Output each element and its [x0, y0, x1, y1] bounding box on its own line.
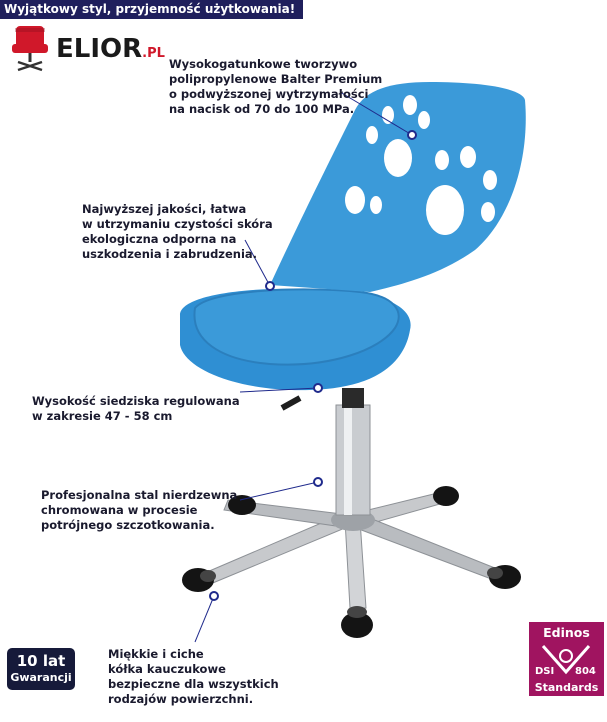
callout-material: Wysokogatunkowe tworzywo polipropylenowe Balter Premium o podwyższonej wytrzymałości na nacisk od 70 do 100 MPa. [169, 57, 383, 116]
guarantee-badge [7, 648, 75, 690]
callout-height: Wysokość siedziska regulowana w zakresie 47 - 58 cm [32, 394, 240, 423]
callout-steel: Profesjonalna stal nierdzewna chromowana w procesie potrójnego szczotkowania. [41, 488, 238, 532]
edinos-standards: Standards [534, 681, 599, 694]
guarantee-years: 10 lat [16, 652, 66, 670]
callout-wheels: Miękkie i ciche kółka kauczukowe bezpieczne dla wszystkich rodzajów powierzchni. [108, 647, 279, 706]
edinos-emblem-icon [529, 642, 604, 678]
edinos-dsi: DSI [535, 666, 555, 677]
brand-name: ELIOR.PL [56, 34, 165, 64]
callout-leather: Najwyższej jakości, łatwa w utrzymaniu czystości skóra ekologiczna odporna na uszkodzenia i zabrudzenia. [82, 202, 273, 261]
guarantee-label: Gwarancji [10, 671, 72, 684]
gas-lift [282, 388, 370, 515]
edinos-number: 804 [575, 666, 596, 677]
edinos-title: Edinos [543, 625, 590, 640]
edinos-badge [529, 622, 604, 696]
banner: Wyjątkowy styl, przyjemność użytkowania! [0, 0, 303, 19]
